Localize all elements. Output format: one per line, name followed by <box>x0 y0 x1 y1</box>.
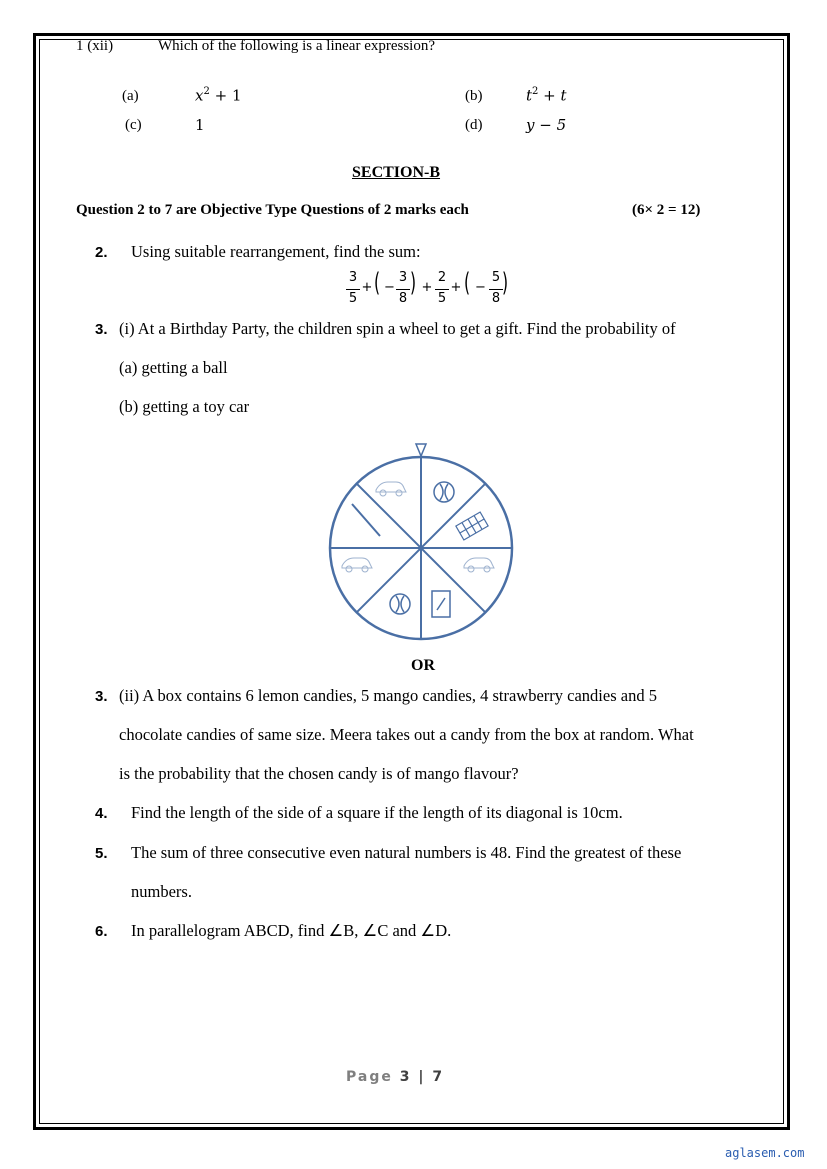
frac3-bar <box>435 289 449 290</box>
frac1-den: 5 <box>348 291 358 306</box>
q6-text: In parallelogram ABCD, find ∠B, ∠C and ∠D. <box>131 921 452 940</box>
page-number: 3 <box>399 1069 412 1085</box>
q5-line1: The sum of three consecutive even natural numbers is 48. Find the greatest of these <box>131 843 682 862</box>
minus-1: − <box>384 280 395 295</box>
q3ii-line3: is the probability that the chosen candy is of mango flavour? <box>119 764 519 783</box>
page-word: Page <box>346 1069 393 1085</box>
frac2-num: 3 <box>398 270 408 285</box>
toy-car-icon <box>376 482 406 496</box>
q3i-number: 3. <box>95 321 108 338</box>
page-separator: | <box>418 1069 426 1085</box>
frac4-bar <box>489 289 503 290</box>
option-c-label: (c) <box>125 117 142 133</box>
q1-xii-question: Which of the following is a linear expression? <box>158 38 436 54</box>
rparen-2: ) <box>502 268 509 298</box>
frac3-den: 5 <box>437 291 447 306</box>
option-b-label: (b) <box>465 88 483 104</box>
section-marks: (6× 2 = 12) <box>632 202 701 218</box>
toy-car-icon <box>464 558 494 572</box>
option-d-expression: y − 5 <box>526 116 567 134</box>
pencil-box-icon <box>432 591 450 617</box>
minus-2: − <box>475 280 486 295</box>
ball-icon <box>390 594 410 614</box>
q3ii-number: 3. <box>95 688 108 705</box>
site-watermark: aglasem.com <box>725 1146 805 1160</box>
prize-spinner-wheel <box>326 440 516 646</box>
plus-2: + <box>421 280 433 295</box>
total-pages: 7 <box>432 1069 445 1085</box>
q3i-part-b: (b) getting a toy car <box>119 397 250 416</box>
option-a-expression: $x^2 + 1$ <box>195 86 242 105</box>
q2-text: Using suitable rearrangement, find the sum: <box>131 242 421 261</box>
option-d-label: (d) <box>465 117 483 133</box>
q5-line2: numbers. <box>131 882 192 901</box>
frac3-num: 2 <box>437 270 447 285</box>
rparen-1: ) <box>410 268 417 298</box>
frac4-num: 5 <box>491 270 501 285</box>
lparen-1: ( <box>374 268 381 298</box>
frac4-den: 8 <box>491 291 501 306</box>
plus-1: + <box>361 280 373 295</box>
q3i-text: (i) At a Birthday Party, the children spin a wheel to get a gift. Find the probability of <box>119 319 676 338</box>
page-footer <box>346 1069 444 1085</box>
pointer-icon <box>416 444 426 456</box>
plus-3: + <box>450 280 462 295</box>
frac1-bar <box>346 289 360 290</box>
frac2-den: 8 <box>398 291 408 306</box>
frac1-num: 3 <box>348 270 358 285</box>
q4-text: Find the length of the side of a square if the length of its diagonal is 10cm. <box>131 803 623 822</box>
option-a-label: (a) <box>122 88 139 104</box>
option-c-expression: 1 <box>195 116 205 134</box>
or-separator: OR <box>411 657 435 674</box>
pen-icon <box>352 504 380 536</box>
q4-number: 4. <box>95 805 108 822</box>
toy-car-icon <box>342 558 372 572</box>
q2-number: 2. <box>95 244 108 261</box>
option-b-expression: $t^2 + t$ <box>526 86 567 105</box>
chocolate-bar-icon <box>456 512 488 540</box>
section-instruction: Question 2 to 7 are Objective Type Questions of 2 marks each <box>76 202 469 218</box>
q6-number: 6. <box>95 923 108 940</box>
ball-icon <box>434 482 454 502</box>
q1-xii-number: 1 (xii) <box>76 38 114 54</box>
q3ii-line2: chocolate candies of same size. Meera takes out a candy from the box at random. What <box>119 725 694 744</box>
q3i-part-a: (a) getting a ball <box>119 358 228 377</box>
q5-number: 5. <box>95 845 108 862</box>
section-title: SECTION-B <box>352 164 441 181</box>
q3ii-line1: (ii) A box contains 6 lemon candies, 5 mango candies, 4 strawberry candies and 5 <box>119 686 657 705</box>
lparen-2: ( <box>464 268 471 298</box>
frac2-bar <box>396 289 410 290</box>
